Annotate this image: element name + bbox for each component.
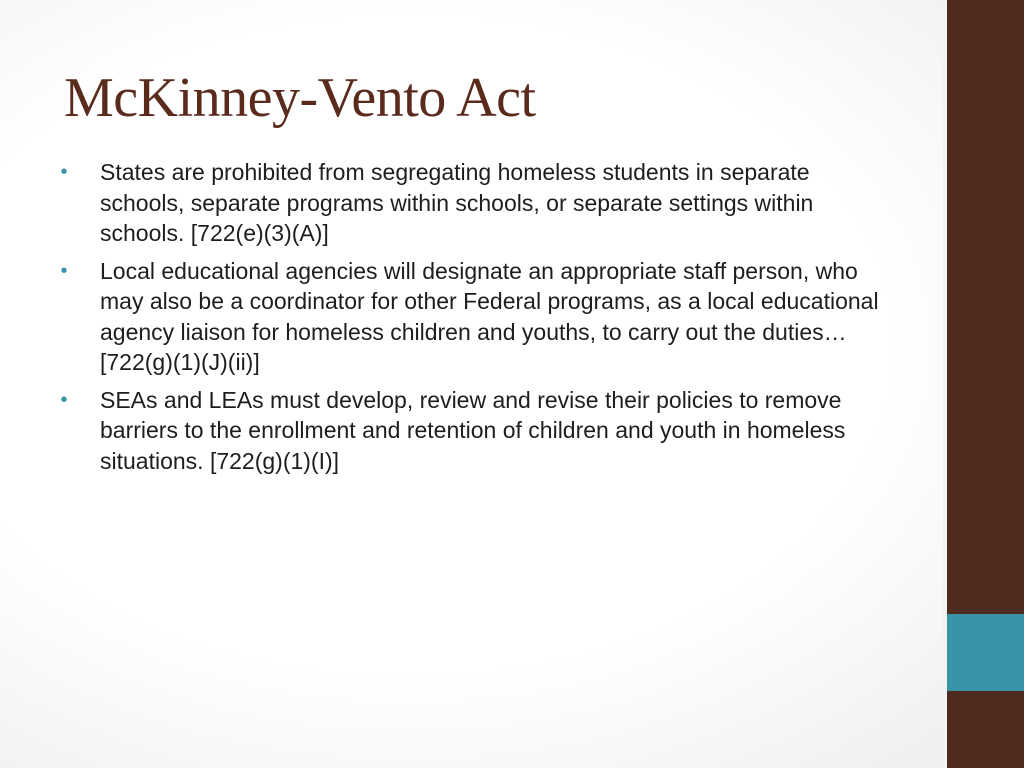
bullet-text: States are prohibited from segregating homeless students in separate schools, separate programs within schools, or separate settings within schools. [722(e)(3)(A)]	[100, 159, 814, 246]
bullet-text: Local educational agencies will designate an appropriate staff person, who may also be a coordinator for other Federal programs, as a local educational agency liaison for homeless children and youths, to carry out the duties… [722(g)(1)(J)(ii)]	[100, 257, 879, 375]
bullet-list	[58, 157, 898, 483]
slide-title: McKinney-Vento Act	[64, 67, 536, 129]
bullet-item	[58, 385, 898, 477]
bullet-text: SEAs and LEAs must develop, review and revise their policies to remove barriers to the enrollment and retention of children and youth in homeless situations. [722(g)(1)(I)]	[100, 386, 846, 474]
bullet-marker-icon: •	[60, 388, 68, 411]
bullet-item	[58, 256, 898, 378]
bullet-marker-icon: •	[60, 259, 68, 282]
bullet-item	[58, 157, 898, 249]
side-accent-block	[947, 614, 1024, 691]
bullet-marker-icon: •	[60, 161, 68, 183]
